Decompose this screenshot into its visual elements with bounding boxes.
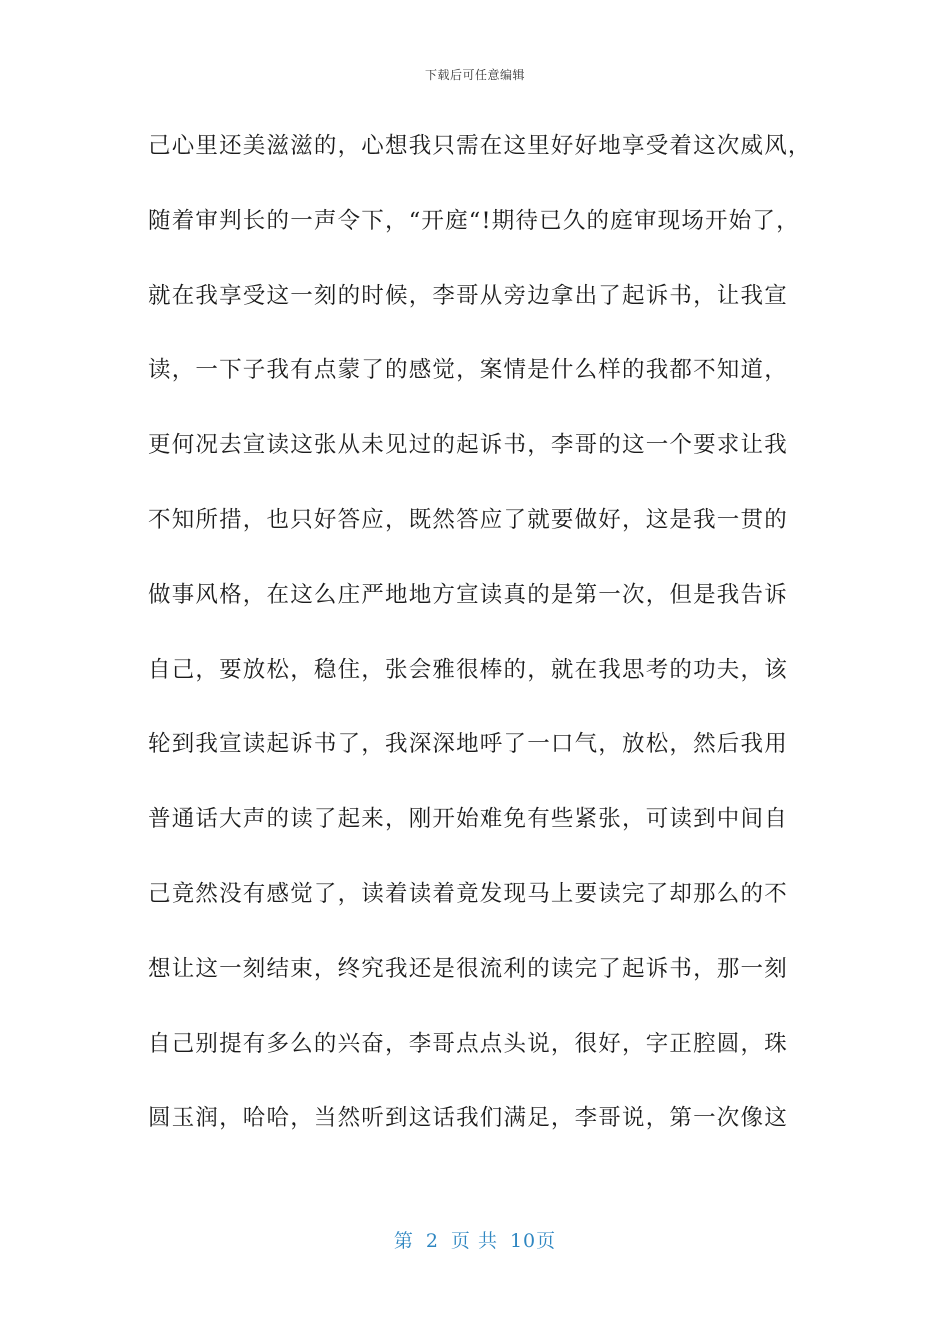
text-line: 己竟然没有感觉了，读着读着竟发现马上要读完了却那么的不 (148, 880, 788, 907)
page-footer (0, 1226, 950, 1253)
text-line: 己心里还美滋滋的，心想我只需在这里好好地享受着这次威风， (148, 133, 812, 159)
text-line: 自己别提有多么的兴奋，李哥点点头说，很好，字正腔圆，珠 (148, 1030, 788, 1057)
text-line: 就在我享受这一刻的时候，李哥从旁边拿出了起诉书，让我宣 (148, 282, 788, 309)
footer-prefix: 第 (393, 1230, 414, 1252)
text-line: 轮到我宣读起诉书了，我深深地呼了一口气，放松，然后我用 (148, 731, 788, 758)
text-line: 自己，要放松，稳住，张会雅很棒的，就在我思考的功夫，该 (148, 656, 788, 683)
text-line: 更何况去宣读这张从未见过的起诉书，李哥的这一个要求让我 (148, 432, 788, 459)
text-line: 读，一下子我有点蒙了的感觉，案情是什么样的我都不知道， (148, 357, 788, 384)
footer-page-number: 2 (425, 1230, 439, 1252)
header-note: 下载后可任意编辑 (424, 68, 525, 82)
document-body (148, 128, 828, 1175)
footer-suffix: 页 (536, 1230, 557, 1252)
text-line: 做事风格，在这么庄严地地方宣读真的是第一次，但是我告诉 (148, 581, 788, 608)
footer-total-pages: 10 (509, 1230, 537, 1252)
text-line: 不知所措，也只好答应，既然答应了就要做好，这是我一贯的 (148, 506, 788, 533)
footer-middle: 页 共 (450, 1230, 498, 1252)
text-line: 普通话大声的读了起来，刚开始难免有些紧张，可读到中间自 (148, 806, 788, 833)
text-line: 想让这一刻结束，终究我还是很流利的读完了起诉书，那一刻 (148, 955, 788, 982)
text-line: 随着审判长的一声令下，“开庭“!期待已久的庭审现场开始了， (148, 207, 800, 234)
text-line: 圆玉润，哈哈，当然听到这话我们满足，李哥说，第一次像这 (148, 1105, 788, 1132)
